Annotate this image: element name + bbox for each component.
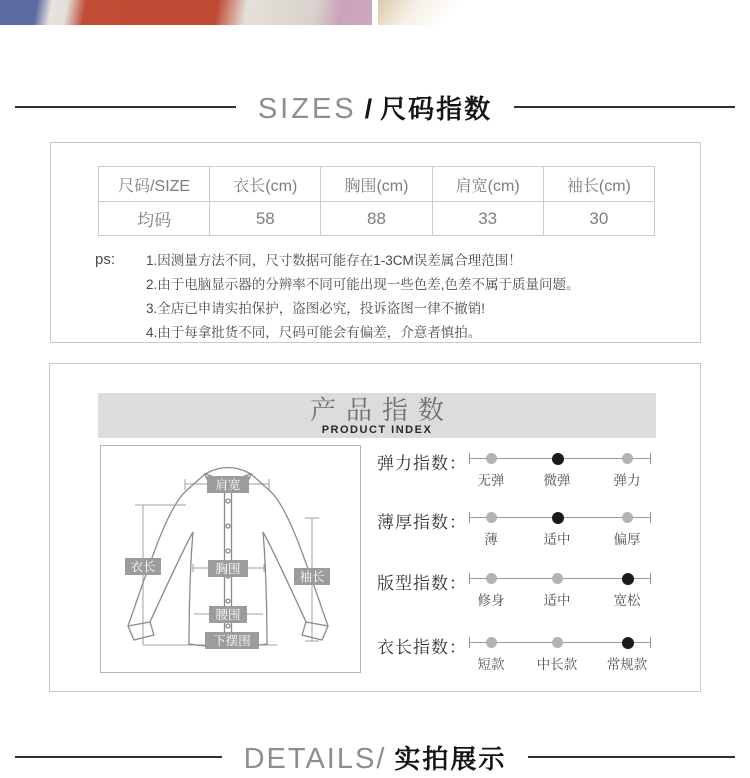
svg-text:下摆围: 下摆围: [213, 634, 251, 648]
scale-option-label: 中长款: [536, 657, 578, 672]
ps-label: ps:: [95, 251, 116, 268]
scale-dot: [552, 453, 564, 465]
header-line-right: [528, 756, 735, 758]
scale-option-label: 短款: [477, 657, 505, 672]
label-sleeve-length: [294, 568, 330, 585]
size-col-header: 肩宽(cm): [432, 167, 543, 202]
scale-option-label: 弹力: [613, 473, 641, 488]
scale-dot: [486, 573, 497, 584]
index-scale: [469, 633, 651, 673]
scale-dot: [552, 512, 564, 524]
size-cell: 88: [321, 202, 432, 236]
size-table-value-row: [99, 202, 655, 236]
svg-text:腰围: 腰围: [215, 608, 241, 622]
scale-option-label: 修身: [477, 593, 505, 608]
product-index-banner: [98, 393, 656, 438]
scale-tick: [469, 453, 470, 464]
svg-text:肩宽: 肩宽: [215, 478, 241, 492]
size-cell: 58: [210, 202, 321, 236]
scale-dot: [486, 453, 497, 464]
scale-dot: [622, 512, 633, 523]
ps-note-3: 3.全店已申请实拍保护，盗图必究，投诉盗图一律不撤销!: [146, 301, 486, 316]
scale-option-label: 偏厚: [613, 532, 641, 547]
scale-tick: [469, 637, 470, 648]
details-section-header: [0, 740, 750, 774]
svg-text:衣长: 衣长: [130, 560, 156, 574]
measurement-diagram: [100, 445, 361, 673]
product-photo-left: [0, 0, 372, 25]
size-col-header: 尺码/SIZE: [99, 167, 210, 202]
label-bust: [208, 560, 248, 577]
scale-dot: [552, 573, 563, 584]
label-waist: [209, 606, 247, 623]
banner-title-zh: 产品指数: [309, 395, 454, 425]
scale-dot: [486, 512, 497, 523]
index-row-length: [377, 633, 667, 675]
size-table: [98, 166, 655, 236]
scale-dot: [622, 637, 634, 649]
index-row-elasticity: [377, 449, 667, 491]
index-row-label: 弹力指数：: [377, 454, 467, 473]
header-line-left: [15, 756, 222, 758]
sizes-title-slash: /: [364, 93, 373, 124]
ps-note-1: 1.因测量方法不同，尺寸数据可能存在1-3CM误差属合理范围！: [146, 253, 522, 268]
product-photo-right: [378, 0, 750, 25]
hero-photo-strip: [0, 0, 750, 25]
scale-tick: [650, 637, 651, 648]
size-col-header: 袖长(cm): [543, 167, 654, 202]
scale-option-label: 宽松: [613, 593, 641, 608]
index-row-label: 薄厚指数：: [377, 513, 467, 532]
sizes-panel: [50, 142, 701, 343]
scale-tick: [650, 512, 651, 523]
scale-tick: [469, 512, 470, 523]
index-row-label: 版型指数：: [377, 574, 467, 593]
details-title-zh: 实拍展示: [394, 743, 507, 774]
index-scale: [469, 449, 651, 489]
scale-option-label: 常规款: [606, 657, 648, 672]
details-title: [244, 739, 507, 776]
scale-option-label: 适中: [543, 593, 571, 608]
size-col-header: 衣长(cm): [210, 167, 321, 202]
scale-option-label: 无弹: [477, 473, 505, 488]
size-table-header-row: [99, 167, 655, 202]
label-garment-length: [125, 558, 161, 575]
scale-tick: [469, 573, 470, 584]
scale-dot: [622, 573, 634, 585]
label-hem: [205, 632, 259, 649]
sizes-title-en: SIZES: [257, 92, 357, 125]
size-cell: 33: [432, 202, 543, 236]
size-cell: 30: [543, 202, 654, 236]
ps-notes-block: [95, 249, 580, 345]
header-line-right: [514, 106, 735, 108]
ps-notes: [146, 249, 580, 345]
size-col-header: 胸围(cm): [321, 167, 432, 202]
index-row-label: 衣长指数：: [377, 638, 467, 657]
scale-dot: [552, 637, 563, 648]
svg-text:胸围: 胸围: [215, 562, 241, 576]
label-shoulder-width: [207, 476, 249, 493]
shirt-diagram-svg: [101, 446, 360, 672]
details-title-en: DETAILS/: [243, 742, 387, 775]
ps-note-2: 2.由于电脑显示器的分辨率不同可能出现一些色差,色差不属于质量问题。: [146, 277, 580, 292]
size-cell: 均码: [99, 202, 210, 236]
sizes-section-header: [0, 90, 750, 124]
index-scale: [469, 569, 651, 609]
scale-option-label: 薄: [484, 532, 498, 547]
sizes-title-zh: 尺码指数: [380, 93, 493, 124]
scale-dot: [486, 637, 497, 648]
index-scale: [469, 508, 651, 548]
product-index-panel: [49, 363, 701, 692]
banner-title-en: PRODUCT INDEX: [321, 424, 433, 436]
index-row-thickness: [377, 508, 667, 550]
header-line-left: [15, 106, 236, 108]
svg-text:袖长: 袖长: [299, 570, 325, 584]
scale-option-label: 适中: [543, 532, 571, 547]
index-row-fit: [377, 569, 667, 611]
scale-tick: [650, 573, 651, 584]
ps-note-4: 4.由于每拿批货不同，尺码可能会有偏差，介意者慎拍。: [146, 325, 482, 340]
sizes-title: [258, 89, 492, 126]
scale-option-label: 微弹: [543, 473, 571, 488]
scale-tick: [650, 453, 651, 464]
scale-dot: [622, 453, 633, 464]
